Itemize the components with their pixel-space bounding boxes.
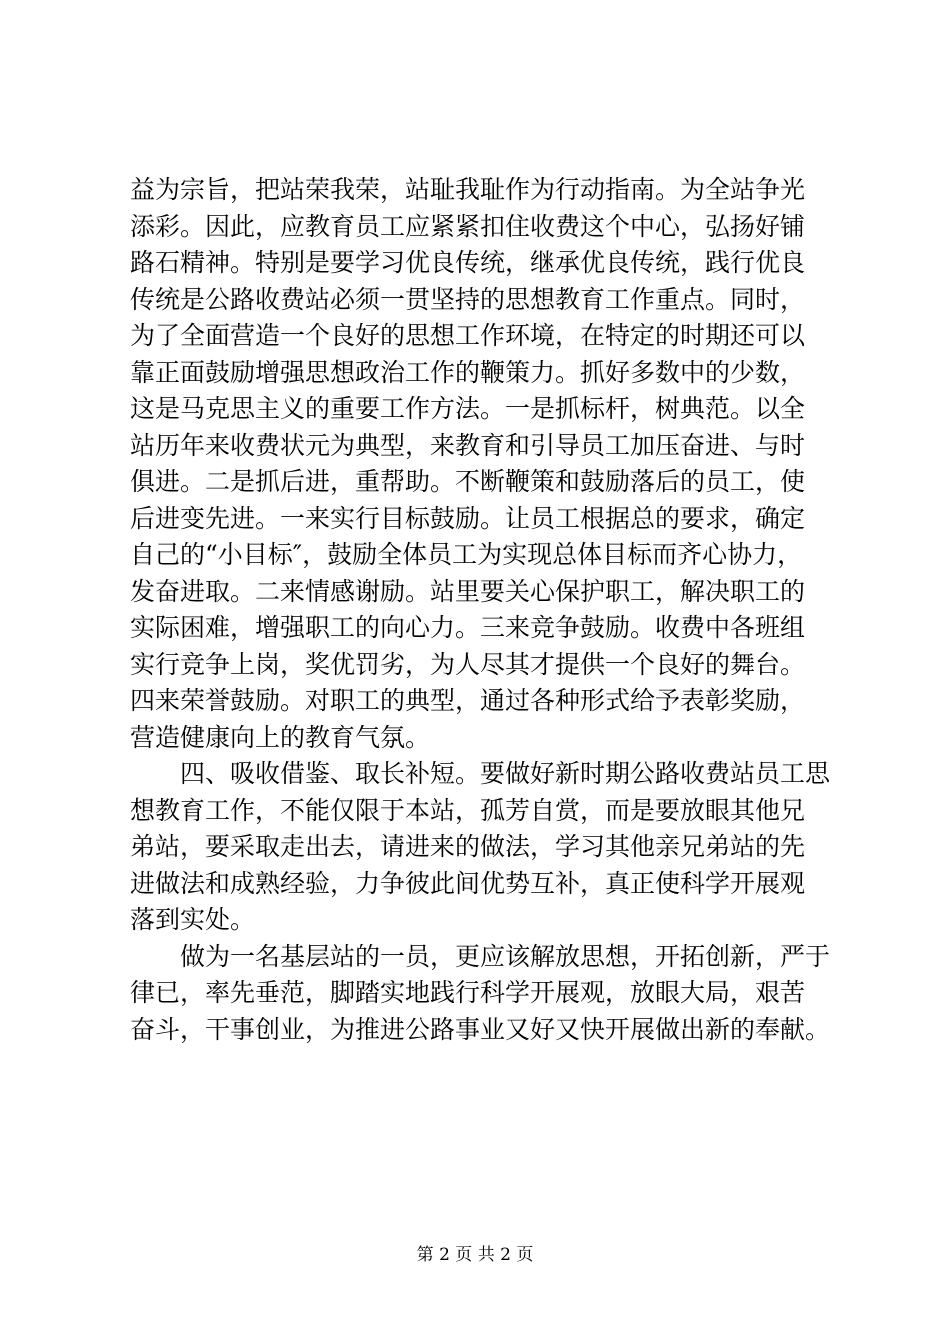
text-line: 靠正面鼓励增强思想政治工作的鞭策力。抓好多数中的少数， [130, 357, 806, 387]
text-line: 自己的“小目标″，鼓励全体员工为实现总体目标而齐心协力， [130, 540, 803, 569]
text-line: 俱进。二是抓后进，重帮助。不断鞭策和鼓励落后的员工，使 [130, 467, 806, 496]
page-footer [0, 1243, 950, 1267]
text-line: 四来荣誉鼓励。对职工的典型，通过各种形式给予表彰奖励， [130, 686, 806, 715]
text-line: 想教育工作，不能仅限于本站，孤芳自赏，而是要放眼其他兄 [130, 795, 806, 825]
text-line: 传统是公路收费站必须一贯坚持的思想教育工作重点。同时， [130, 284, 806, 314]
text-line: 后进变先进。一来实行目标鼓励。让员工根据总的要求，确定 [130, 503, 806, 533]
text-line: 营造健康向上的教育气氛。 [130, 722, 431, 752]
body-text [130, 172, 850, 1048]
text-line: 弟站，要采取走出去，请进来的做法，学习其他亲兄弟站的先 [130, 832, 806, 861]
text-line: 进做法和成熟经验，力争彼此间优势互补，真正使科学开展观 [130, 868, 806, 898]
text-line: 落到实处。 [130, 905, 256, 934]
paragraph-start-line: 四、吸收借鉴、取长补短。要做好新时期公路收费站员工思 [130, 759, 831, 788]
text-line: 发奋进取。二来情感谢励。站里要关心保护职工，解决职工的 [130, 576, 806, 606]
text-line: 奋斗，干事创业，为推进公路事业又好又快开展做出新的奉献。 [130, 1014, 831, 1044]
page-number: 第 2 页 共 2 页 [416, 1245, 534, 1265]
text-line: 律已，率先垂范，脚踏实地践行科学开展观，放眼大局，艰苦 [130, 978, 806, 1007]
text-line: 这是马克思主义的重要工作方法。一是抓标杆，树典范。以全 [130, 394, 806, 423]
text-line: 站历年来收费状元为典型，来教育和引导员工加压奋进、与时 [130, 430, 806, 460]
text-line: 实际困难，增强职工的向心力。三来竞争鼓励。收费中各班组 [130, 613, 806, 642]
text-line: 益为宗旨，把站荣我荣，站耻我耻作为行动指南。为全站争光 [130, 175, 806, 204]
paragraph-start-line: 做为一名基层站的一员，更应该解放思想，开拓创新，严于 [130, 941, 831, 971]
text-line: 实行竞争上岗，奖优罚劣，为人尽其才提供一个良好的舞台。 [130, 649, 806, 679]
text-line: 为了全面营造一个良好的思想工作环境，在特定的时期还可以 [130, 321, 806, 350]
text-line: 添彩。因此，应教育员工应紧紧扣住收费这个中心，弘扬好铺 [130, 211, 806, 241]
text-line: 路石精神。特别是要学习优良传统，继承优良传统，践行优良 [130, 248, 806, 277]
